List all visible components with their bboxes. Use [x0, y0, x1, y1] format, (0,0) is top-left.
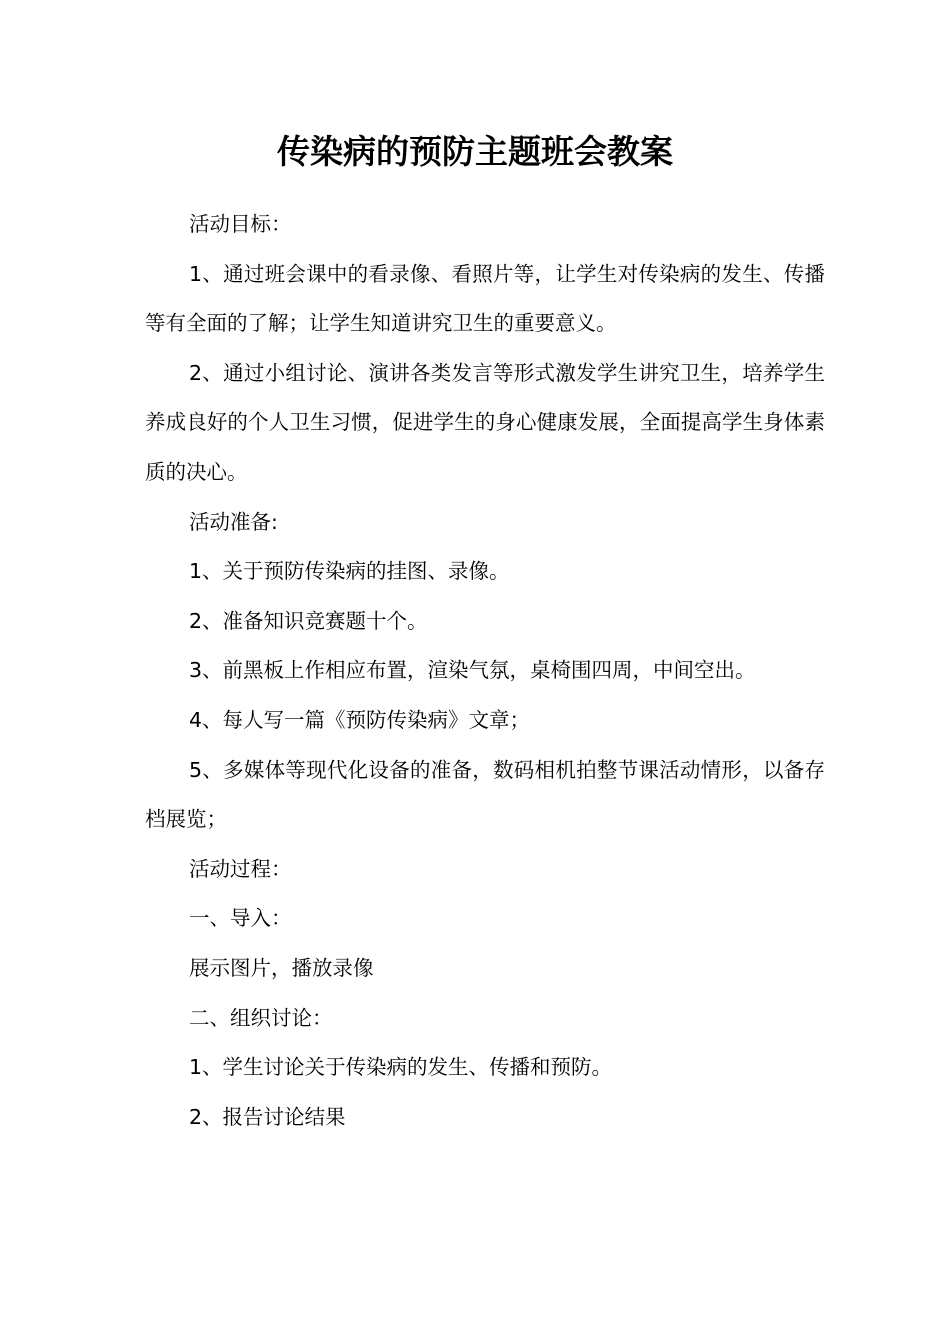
document-title: 传染病的预防主题班会教案	[277, 132, 673, 171]
paragraph-goal-2: 2、通过小组讨论、演讲各类发言等形式激发学生讲究卫生，培养学生养成良好的个人卫生习惯，促进学生的身心健康发展，全面提高学生身体素质的决心。	[145, 360, 825, 484]
paragraph-goal-1: 1、通过班会课中的看录像、看照片等，让学生对传染病的发生、传播等有全面的了解；让学生知道讲究卫生的重要意义。	[145, 261, 825, 336]
paragraph-prep-5: 5、多媒体等现代化设备的准备，数码相机拍整节课活动情形，以备存档展览；	[145, 757, 825, 832]
paragraph-activity-prep-heading: 活动准备:	[189, 509, 278, 534]
paragraph-prep-1: 1、关于预防传染病的挂图、录像。	[189, 559, 510, 584]
document-body	[145, 200, 825, 1142]
paragraph-discussion-2: 2、报告讨论结果	[189, 1104, 346, 1129]
paragraph-section-discussion: 二、组织讨论：	[189, 1005, 333, 1030]
paragraph-activity-goals-heading: 活动目标：	[189, 212, 292, 236]
paragraph-activity-process-heading: 活动过程：	[189, 856, 292, 881]
paragraph-prep-3: 3、前黑板上作相应布置，渲染气氛，桌椅围四周，中间空出。	[189, 658, 756, 683]
paragraph-section-intro: 一、导入：	[189, 906, 292, 931]
paragraph-discussion-1: 1、学生讨论关于传染病的发生、传播和预防。	[189, 1055, 613, 1080]
paragraph-prep-4: 4、每人写一篇《预防传染病》文章；	[189, 707, 531, 732]
paragraph-prep-2: 2、准备知识竞赛题十个。	[189, 608, 428, 633]
paragraph-intro-detail: 展示图片，播放录像	[189, 955, 374, 980]
